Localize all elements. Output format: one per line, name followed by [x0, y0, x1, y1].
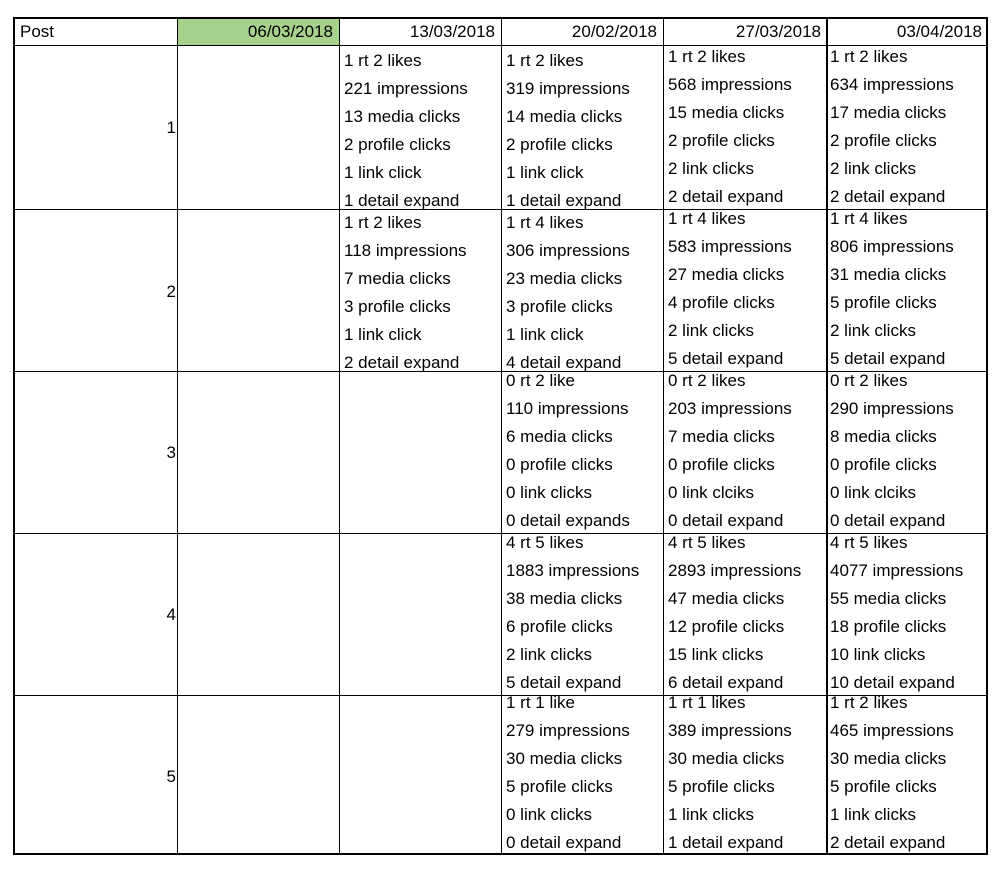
metric-line: 30 media clicks: [830, 749, 947, 768]
metrics-cell[interactable]: [506, 209, 630, 377]
metric-line: 1 rt 1 likes: [668, 693, 746, 712]
metric-line: 5 detail expand: [830, 349, 946, 368]
metric-line: 31 media clicks: [830, 265, 947, 284]
metric-line: 1 rt 2 likes: [344, 51, 422, 70]
metric-line: 0 rt 2 like: [506, 371, 575, 390]
metric-line: 568 impressions: [668, 75, 792, 94]
metric-line: 2 profile clicks: [344, 135, 451, 154]
metric-line: 5 detail expand: [506, 673, 622, 692]
metric-line: 2 link clicks: [668, 159, 754, 178]
metric-line: 1 rt 2 likes: [506, 51, 584, 70]
metrics-cell[interactable]: [668, 689, 792, 857]
metric-line: 2 profile clicks: [506, 135, 613, 154]
header-post[interactable]: Post: [20, 22, 55, 41]
metrics-cell[interactable]: [506, 47, 630, 215]
metric-line: 2 profile clicks: [830, 131, 937, 150]
metrics-cell[interactable]: [668, 205, 792, 373]
metric-line: 279 impressions: [506, 721, 630, 740]
metric-line: 2 profile clicks: [668, 131, 775, 150]
metric-line: 6 media clicks: [506, 427, 613, 446]
metric-line: 7 media clicks: [668, 427, 775, 446]
metric-line: 3 profile clicks: [344, 297, 451, 316]
metric-line: 2 detail expand: [830, 187, 946, 206]
metrics-cell[interactable]: [506, 367, 630, 535]
metric-line: 38 media clicks: [506, 589, 623, 608]
metric-line: 1 link click: [344, 325, 422, 344]
post-number[interactable]: 3: [166, 443, 176, 462]
grid-line: [663, 17, 664, 855]
grid-line: [339, 17, 340, 855]
metric-line: 1883 impressions: [506, 561, 640, 580]
metric-line: 10 link clicks: [830, 645, 926, 664]
metric-line: 806 impressions: [830, 237, 954, 256]
metric-line: 2 detail expand: [668, 187, 784, 206]
metric-line: 30 media clicks: [668, 749, 785, 768]
grid-line: [826, 17, 828, 855]
metric-line: 1 rt 2 likes: [830, 693, 908, 712]
metric-line: 203 impressions: [668, 399, 792, 418]
metrics-cell[interactable]: [830, 205, 954, 373]
metric-line: 6 profile clicks: [506, 617, 613, 636]
metric-line: 1 link click: [506, 325, 584, 344]
header-date-27-03-2018[interactable]: 27/03/2018: [735, 22, 821, 41]
metric-line: 0 detail expand: [506, 833, 622, 852]
metric-line: 4 rt 5 likes: [668, 533, 746, 552]
metric-line: 0 detail expand: [830, 511, 946, 530]
metric-line: 2 detail expand: [830, 833, 946, 852]
metric-line: 6 detail expand: [668, 673, 784, 692]
metric-line: 10 detail expand: [830, 673, 955, 692]
metric-line: 5 profile clicks: [668, 777, 775, 796]
metric-line: 1 detail expand: [344, 191, 460, 210]
metric-line: 2 link clicks: [506, 645, 592, 664]
grid-line: [501, 17, 502, 855]
metric-line: 30 media clicks: [506, 749, 623, 768]
grid-line: [13, 17, 15, 855]
header-date-06-03-2018[interactable]: 06/03/2018: [178, 19, 339, 45]
metric-line: 1 rt 4 likes: [668, 209, 746, 228]
metric-line: 4 rt 5 likes: [830, 533, 908, 552]
metric-line: 5 profile clicks: [830, 293, 937, 312]
metric-line: 1 rt 2 likes: [830, 47, 908, 66]
metric-line: 1 link click: [506, 163, 584, 182]
metric-line: 27 media clicks: [668, 265, 785, 284]
metrics-cell[interactable]: [344, 47, 468, 215]
header-date-03-04-2018[interactable]: 03/04/2018: [896, 22, 982, 41]
metrics-cell[interactable]: [830, 43, 954, 211]
metrics-cell[interactable]: [668, 529, 801, 697]
metric-line: 0 link clciks: [830, 483, 916, 502]
metric-line: 14 media clicks: [506, 107, 623, 126]
metric-line: 2 link clicks: [830, 159, 916, 178]
metric-line: 5 profile clicks: [506, 777, 613, 796]
grid-line: [177, 17, 178, 855]
metric-line: 0 link clicks: [506, 483, 592, 502]
metrics-cell[interactable]: [830, 367, 954, 535]
metric-line: 15 media clicks: [668, 103, 785, 122]
metric-line: 2893 impressions: [668, 561, 802, 580]
metric-line: 5 detail expand: [668, 349, 784, 368]
metrics-cell[interactable]: [668, 367, 792, 535]
metric-line: 2 link clicks: [668, 321, 754, 340]
metric-line: 5 profile clicks: [830, 777, 937, 796]
metric-line: 0 link clicks: [506, 805, 592, 824]
metric-line: 0 profile clicks: [668, 455, 775, 474]
metric-line: 0 rt 2 likes: [830, 371, 908, 390]
header-date-13-03-2018[interactable]: 13/03/2018: [409, 22, 495, 41]
metric-line: 221 impressions: [344, 79, 468, 98]
metric-line: 2 detail expand: [344, 353, 460, 372]
metric-line: 55 media clicks: [830, 589, 947, 608]
post-number[interactable]: 4: [166, 605, 176, 624]
metric-line: 1 rt 4 likes: [830, 209, 908, 228]
metric-line: 1 rt 4 likes: [506, 213, 584, 232]
metric-line: 319 impressions: [506, 79, 630, 98]
metric-line: 0 link clciks: [668, 483, 754, 502]
metric-line: 18 profile clicks: [830, 617, 947, 636]
metric-line: 47 media clicks: [668, 589, 785, 608]
post-number[interactable]: 1: [166, 118, 176, 137]
header-date-20-02-2018[interactable]: 20/02/2018: [571, 22, 657, 41]
metrics-cell[interactable]: [506, 529, 639, 697]
post-number[interactable]: 5: [166, 767, 176, 786]
metrics-cell[interactable]: [830, 529, 963, 697]
metrics-cell[interactable]: [668, 43, 792, 211]
metric-line: 1 link clicks: [830, 805, 916, 824]
metric-line: 0 detail expands: [506, 511, 630, 530]
metric-line: 290 impressions: [830, 399, 954, 418]
metric-line: 1 detail expand: [668, 833, 784, 852]
post-number[interactable]: 2: [166, 282, 176, 301]
metric-line: 1 rt 2 likes: [668, 47, 746, 66]
metric-line: 389 impressions: [668, 721, 792, 740]
metric-line: 15 link clicks: [668, 645, 764, 664]
metric-line: 1 rt 2 likes: [344, 213, 422, 232]
metric-line: 465 impressions: [830, 721, 954, 740]
metric-line: 4 profile clicks: [668, 293, 775, 312]
metric-line: 0 profile clicks: [506, 455, 613, 474]
metric-line: 1 rt 1 like: [506, 693, 575, 712]
metric-line: 1 detail expand: [506, 191, 622, 210]
metric-line: 2 link clicks: [830, 321, 916, 340]
metric-line: 1 link click: [344, 163, 422, 182]
metrics-cell[interactable]: [506, 689, 630, 857]
metric-line: 110 impressions: [506, 399, 629, 418]
metric-line: 23 media clicks: [506, 269, 623, 288]
metric-line: 7 media clicks: [344, 269, 451, 288]
metric-line: 3 profile clicks: [506, 297, 613, 316]
grid-line: [986, 17, 988, 855]
metrics-cell[interactable]: [344, 209, 467, 377]
metric-line: 0 profile clicks: [830, 455, 937, 474]
metric-line: 4 rt 5 likes: [506, 533, 584, 552]
metric-line: 17 media clicks: [830, 103, 947, 122]
metric-line: 0 detail expand: [668, 511, 784, 530]
metric-line: 306 impressions: [506, 241, 630, 260]
metrics-cell[interactable]: [830, 689, 954, 857]
metric-line: 634 impressions: [830, 75, 954, 94]
metric-line: 4077 impressions: [830, 561, 964, 580]
metric-line: 4 detail expand: [506, 353, 622, 372]
metric-line: 0 rt 2 likes: [668, 371, 746, 390]
metric-line: 8 media clicks: [830, 427, 937, 446]
metric-line: 1 link clicks: [668, 805, 754, 824]
metric-line: 118 impressions: [344, 241, 467, 260]
metric-line: 12 profile clicks: [668, 617, 785, 636]
metric-line: 583 impressions: [668, 237, 792, 256]
metric-line: 13 media clicks: [344, 107, 461, 126]
